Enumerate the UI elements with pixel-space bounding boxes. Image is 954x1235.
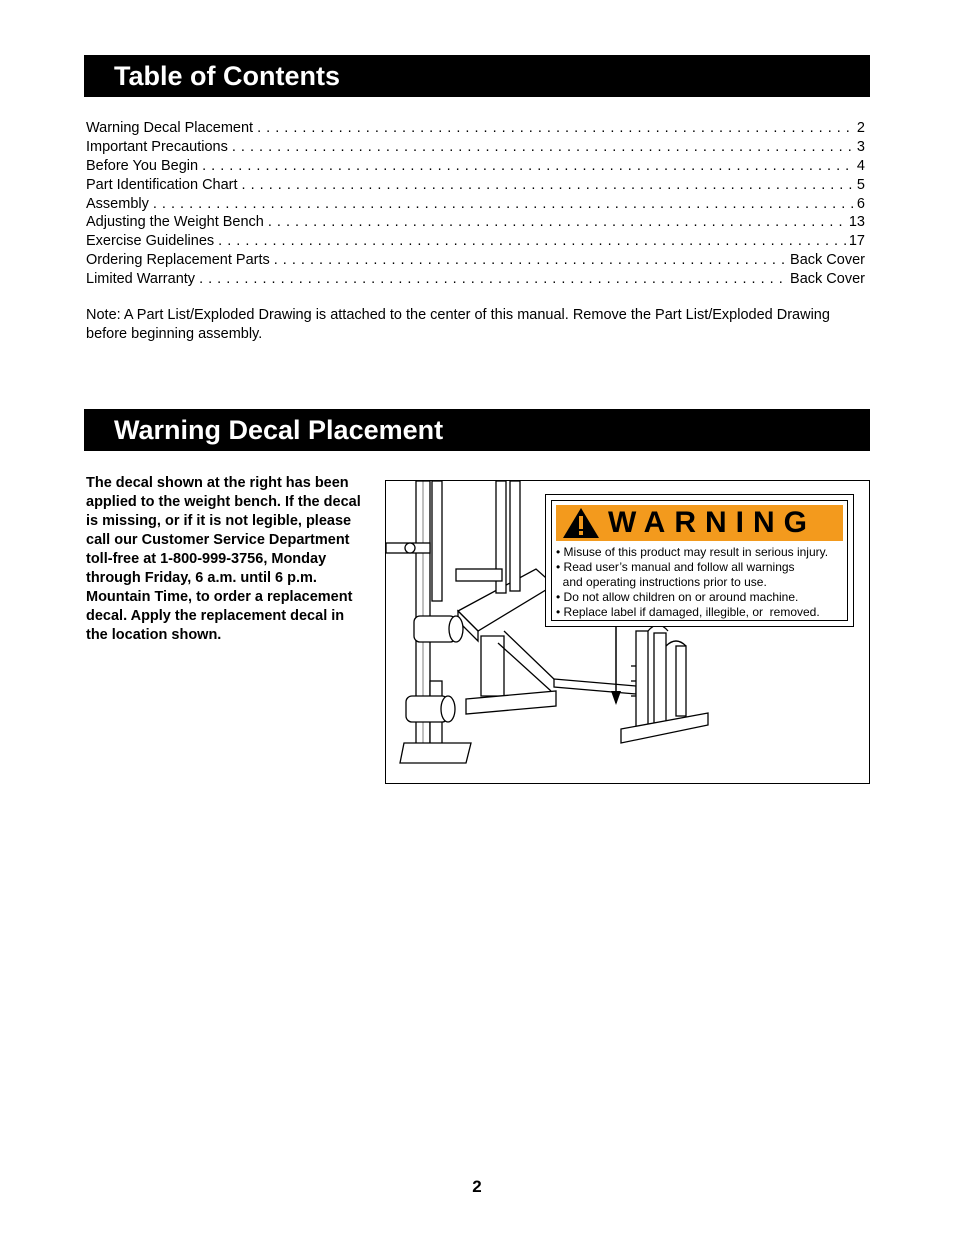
- toc-entry[interactable]: [86, 232, 865, 251]
- decal-instructions: The decal shown at the right has been applied to the weight bench. If the decal is missing, or if it is not legible, please call our Customer Service Department toll-free at 1-800-999-3756, Monday through Friday, 6 a.m. until 6 p.m. Mountain Time, to order a replacement decal. Apply the replacement decal in the location shown.: [86, 475, 361, 643]
- toc-entry[interactable]: [86, 213, 865, 232]
- warning-triangle-icon: [562, 507, 600, 539]
- toc-list: [86, 119, 865, 289]
- toc-entry-page: Back Cover: [787, 270, 865, 289]
- toc-heading: Table of Contents: [84, 55, 870, 97]
- warning-decal-heading: Warning Decal Placement: [84, 409, 870, 451]
- toc-dot-leader: [232, 138, 854, 157]
- toc-note: Note: A Part List/Exploded Drawing is attached to the center of this manual. Remove the Part List/Exploded Drawing before beginning assembly.: [86, 307, 830, 342]
- toc-entry-page: 6: [854, 195, 865, 214]
- toc-entry[interactable]: [86, 176, 865, 195]
- warning-decal-header: [556, 505, 843, 541]
- toc-dot-leader: [199, 270, 787, 289]
- toc-entry-title: Assembly: [86, 195, 149, 212]
- toc-entry-page: Back Cover: [787, 251, 865, 270]
- toc-dot-leader: [218, 232, 846, 251]
- toc-entry-page: 3: [854, 138, 865, 157]
- toc-dot-leader: [153, 195, 854, 214]
- toc-entry-title: Important Precautions: [86, 138, 228, 155]
- toc-entry[interactable]: [86, 138, 865, 157]
- toc-dot-leader: [268, 213, 846, 232]
- toc-entry-title: Adjusting the Weight Bench: [86, 214, 264, 231]
- warning-decal-line: and operating instructions prior to use.: [556, 575, 767, 589]
- toc-entry[interactable]: [86, 270, 865, 289]
- toc-entry-title: Part Identification Chart: [86, 176, 238, 193]
- toc-dot-leader: [242, 176, 854, 195]
- toc-entry[interactable]: [86, 251, 865, 270]
- warning-decal-border: [551, 500, 848, 621]
- toc-entry-page: 2: [854, 119, 865, 138]
- toc-entry[interactable]: [86, 119, 865, 138]
- warning-decal-line: • Misuse of this product may result in serious injury.: [556, 545, 829, 559]
- toc-entry-title: Before You Begin: [86, 157, 199, 174]
- warning-decal-text: [556, 545, 843, 620]
- toc-entry-title: Warning Decal Placement: [86, 120, 254, 136]
- warning-decal: [545, 494, 854, 627]
- toc-entry-title: Exercise Guidelines: [86, 233, 215, 250]
- toc-entry-title: Ordering Replacement Parts: [86, 252, 270, 269]
- toc-dot-leader: [257, 119, 854, 138]
- toc-entry-page: 4: [854, 157, 865, 176]
- page-number: 2: [472, 1177, 482, 1196]
- toc-entry[interactable]: [86, 195, 865, 214]
- toc-entry-page: 17: [846, 232, 865, 251]
- toc-entry-title: Limited Warranty: [86, 271, 196, 288]
- warning-decal-line: • Replace label if damaged, illegible, or removed.: [556, 605, 820, 619]
- toc-entry-page: 13: [846, 213, 865, 232]
- toc-entry[interactable]: [86, 157, 865, 176]
- toc-entry-page: 5: [854, 176, 865, 195]
- warning-decal-line: • Do not allow children on or around machine.: [556, 590, 799, 604]
- toc-dot-leader: [202, 157, 854, 176]
- toc-dot-leader: [274, 251, 787, 270]
- warning-decal-title: WARNING: [608, 506, 816, 539]
- warning-decal-line: • Read user’s manual and follow all warnings: [556, 560, 795, 574]
